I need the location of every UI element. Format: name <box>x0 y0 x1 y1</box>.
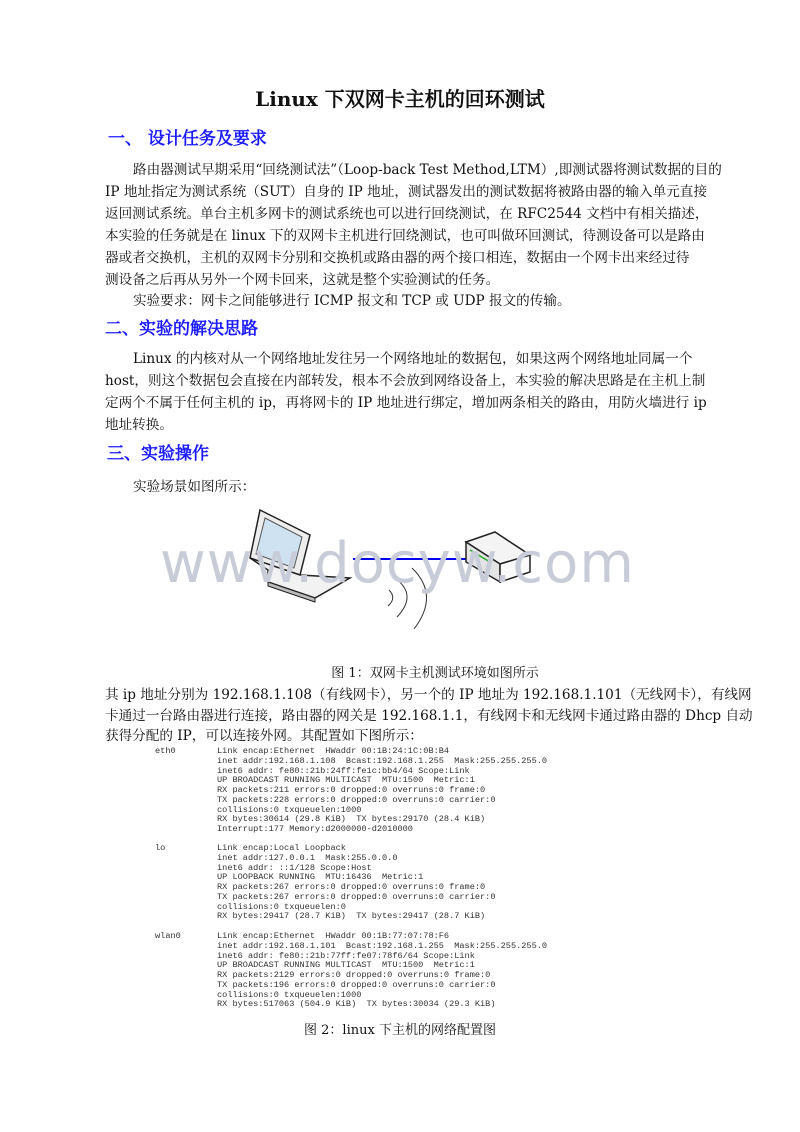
text-line: host，则这个数据包会直接在内部转发，根本不会放到网络设备上，本实验的解决思路是在主机上制 <box>105 373 706 389</box>
interface-details: Link encap:Local Loopback inet addr:127.0.0.1 Mask:255.0.0.0 inet6 addr: ::1/128 Scope:Host UP LOOPBACK RUNNING MTU:16436 Metric:1 RX packets:267 errors:0 dropped:0 overruns:0 frame:0 TX packets:267 errors:0 dropped:0 overruns:0 carrier:0 collisions:0 txqueuelen:0 RX bytes:29417 (28.7 KiB) TX bytes:29417 (28.7 KiB) <box>217 843 496 922</box>
text-line: 定两个不属于任何主机的 ip，再将网卡的 IP 地址进行绑定，增加两条相关的路由，用防火墙进行 ip <box>105 395 707 411</box>
text-line: 路由器测试早期采用“回绕测试法”（Loop-back Test Method,LTM）,即测试器将测试数据的目的 <box>133 162 722 178</box>
section-heading-3: 三、实验操作 <box>107 444 209 464</box>
watermark: www.docyw.com <box>160 531 635 596</box>
interface-details: Link encap:Ethernet HWaddr 00:1B:24:1C:0B:B4 inet addr:192.168.1.108 Bcast:192.168.1.255 Mask:255.255.255.0 inet6 addr: fe80::21b:24ff:fe1c:bb4/64 Scope:Link UP BROADCAST RUNNING MULTICAST MTU:1500 Metric:1 RX packets:211 errors:0 dropped:0 overruns:0 frame:0 TX packets:228 errors:0 dropped:0 overruns:0 carrier:0 collisions:0 txqueuelen:1000 RX bytes:30614 (29.8 KiB) TX bytes:29170 (28.4 KiB) Interrupt:177 Memory:d2000000-d2010000 <box>217 746 548 834</box>
interface-details: Link encap:Ethernet HWaddr 00:1B:77:07:78:F6 inet addr:192.168.1.101 Bcast:192.168.1.255 Mask:255.255.255.0 inet6 addr: fe80::21b:77ff:fe07:78f6/64 Scope:Link UP BROADCAST RUNNING MULTICAST MTU:1500 Metric:1 RX packets:2129 errors:0 dropped:0 overruns:0 frame:0 TX packets:196 errors:0 dropped:0 overruns:0 carrier:0 collisions:0 txqueuelen:1000 RX bytes:517063 (504.9 KiB) TX bytes:30034 (29.3 KiB) <box>217 931 548 1010</box>
interface-name: eth0 <box>155 746 176 756</box>
text-line: 获得分配的 IP，可以连接外网。其配置如下图所示： <box>105 728 423 744</box>
text-line: 地址转换。 <box>105 417 173 433</box>
text-line: 本实验的任务就是在 linux 下的双网卡主机进行回绕测试，也可叫做环回测试，待测设备可以是路由 <box>105 228 705 244</box>
text-line: 其 ip 地址分别为 192.168.1.108（有线网卡），另一个的 IP 地址为 192.168.1.101（无线网卡），有线网 <box>105 687 752 703</box>
interface-name: wlan0 <box>155 931 181 941</box>
text-line: 返回测试系统。单台主机多网卡的测试系统也可以进行回绕测试，在 RFC2544 文档中有相关描述， <box>105 206 709 222</box>
section-3-paragraph: 实验场景如图所示： <box>133 479 256 495</box>
interface-name: lo <box>155 843 166 853</box>
section-heading-1: 一、 设计任务及要求 <box>108 129 267 149</box>
text-line: Linux 的内核对从一个网络地址发往另一个网络地址的数据包，如果这两个网络地址同属一个 <box>133 351 693 367</box>
figure-1-caption: 图 1：双网卡主机测试环境如图所示 <box>331 666 539 681</box>
text-line: IP 地址指定为测试系统（SUT）自身的 IP 地址，测试器发出的测试数据将被路由器的输入单元直接 <box>105 184 707 200</box>
text-line: 卡通过一台路由器进行连接，路由器的网关是 192.168.1.1，有线网卡和无线网卡通过路由器的 Dhcp 自动 <box>105 708 753 724</box>
section-1-paragraph-2: 实验要求：网卡之间能够进行 ICMP 报文和 TCP 或 UDP 报文的传输。 <box>133 293 571 309</box>
figure-2-caption: 图 2：linux 下主机的网络配置图 <box>304 1023 496 1038</box>
section-heading-2: 二、实验的解决思路 <box>105 319 258 339</box>
document-title: Linux 下双网卡主机的回环测试 <box>255 87 545 111</box>
text-line: 测设备之后再从另外一个网卡回来，这就是整个实验测试的任务。 <box>105 272 500 288</box>
text-line: 器或者交换机，主机的双网卡分别和交换机或路由器的两个接口相连，数据由一个网卡出来经过待 <box>105 250 690 266</box>
